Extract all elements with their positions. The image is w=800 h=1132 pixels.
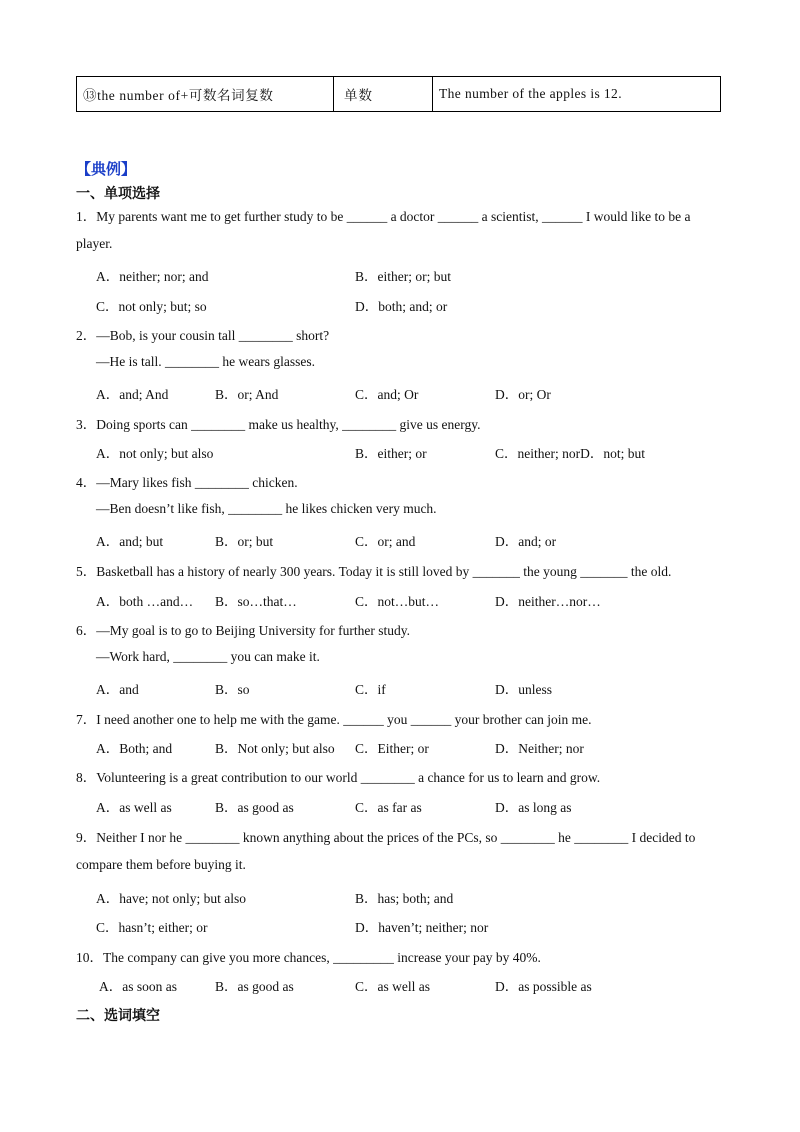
question-9-stem: 9．Neither I nor he ________ known anything about the prices of the PCs, so ________ he ________ I decided to (76, 830, 696, 845)
question-1-stem-cont: player. (76, 236, 113, 251)
table-cell-rule: ⑬the number of+可数名词复数 (77, 77, 334, 112)
question-2-stem-cont: —He is tall. ________ he wears glasses. (96, 354, 315, 369)
question-7-stem: 7．I need another one to help me with the game. ______ you ______ your brother can join me. (76, 712, 592, 727)
question-3-option-cd: C．neither; norD．not; but (495, 446, 645, 461)
question-5-stem: 5．Basketball has a history of nearly 300 years. Today it is still loved by _______ the young _______ the old. (76, 564, 672, 579)
question-8-option-d: D．as long as (495, 800, 572, 815)
question-8-option-c: C．as far as (355, 800, 422, 815)
question-7-option-b: B．Not only; but also (215, 741, 335, 756)
question-10-stem: 10．The company can give you more chances, _________ increase your pay by 40%. (76, 950, 541, 965)
question-2-option-a: A．and; And (96, 387, 169, 402)
question-4-stem-cont: —Ben doesn’t like fish, ________ he likes chicken very much. (96, 501, 437, 516)
question-8-option-a: A．as well as (96, 800, 172, 815)
question-2-option-d: D．or; Or (495, 387, 551, 402)
question-5-option-c: C．not…but… (355, 594, 440, 609)
question-10-option-c: C．as well as (355, 979, 430, 994)
question-6-stem-cont: —Work hard, ________ you can make it. (96, 649, 320, 664)
question-4-option-d: D．and; or (495, 534, 557, 549)
table-row (77, 77, 721, 112)
question-7-option-c: C．Either; or (355, 741, 429, 756)
question-3-option-a: A．not only; but also (96, 446, 214, 461)
question-9-option-d: D．haven’t; neither; nor (355, 920, 489, 935)
question-4-stem: 4．—Mary likes fish ________ chicken. (76, 475, 298, 490)
question-7-option-a: A．Both; and (96, 741, 173, 756)
part2-heading: 二、选词填空 (76, 1008, 160, 1024)
question-1-stem: 1．My parents want me to get further study to be ______ a doctor ______ a scientist, ______ I would like to be a (76, 209, 691, 224)
question-1-option-c: C．not only; but; so (96, 299, 207, 314)
question-4-option-a: A．and; but (96, 534, 164, 549)
question-6-stem: 6．—My goal is to go to Beijing University for further study. (76, 623, 410, 638)
table-cell-example: The number of the apples is 12. (433, 77, 721, 112)
question-8-stem: 8．Volunteering is a great contribution to our world ________ a chance for us to learn and grow. (76, 770, 601, 785)
question-9-stem-cont: compare them before buying it. (76, 857, 246, 872)
table-cell-form: 单数 (334, 77, 433, 112)
grammar-table (76, 76, 721, 112)
question-5-option-b: B．so…that… (215, 594, 297, 609)
question-10-option-d: D．as possible as (495, 979, 592, 994)
question-2-option-b: B．or; And (215, 387, 279, 402)
question-7-option-d: D．Neither; nor (495, 741, 584, 756)
question-8-option-b: B．as good as (215, 800, 294, 815)
question-2-stem: 2．—Bob, is your cousin tall ________ short? (76, 328, 330, 343)
question-10-option-a: A．as soon as (99, 979, 177, 994)
question-9-option-c: C．hasn’t; either; or (96, 920, 208, 935)
question-6-option-c: C．if (355, 682, 386, 697)
question-2-option-c: C．and; Or (355, 387, 419, 402)
question-1-option-b: B．either; or; but (355, 269, 451, 284)
question-9-option-b: B．has; both; and (355, 891, 454, 906)
question-4-option-c: C．or; and (355, 534, 416, 549)
question-9-option-a: A．have; not only; but also (96, 891, 246, 906)
part1-heading: 一、单项选择 (76, 186, 160, 202)
question-10-option-b: B．as good as (215, 979, 294, 994)
question-3-stem: 3．Doing sports can ________ make us healthy, ________ give us energy. (76, 417, 481, 432)
question-6-option-a: A．and (96, 682, 139, 697)
question-6-option-b: B．so (215, 682, 250, 697)
question-1-option-d: D．both; and; or (355, 299, 448, 314)
question-4-option-b: B．or; but (215, 534, 274, 549)
question-3-option-b: B．either; or (355, 446, 427, 461)
question-5-option-a: A．both …and… (96, 594, 194, 609)
section-tag: 【典例】 (76, 162, 137, 178)
question-5-option-d: D．neither…nor… (495, 594, 601, 609)
question-1-option-a: A．neither; nor; and (96, 269, 209, 284)
question-6-option-d: D．unless (495, 682, 552, 697)
